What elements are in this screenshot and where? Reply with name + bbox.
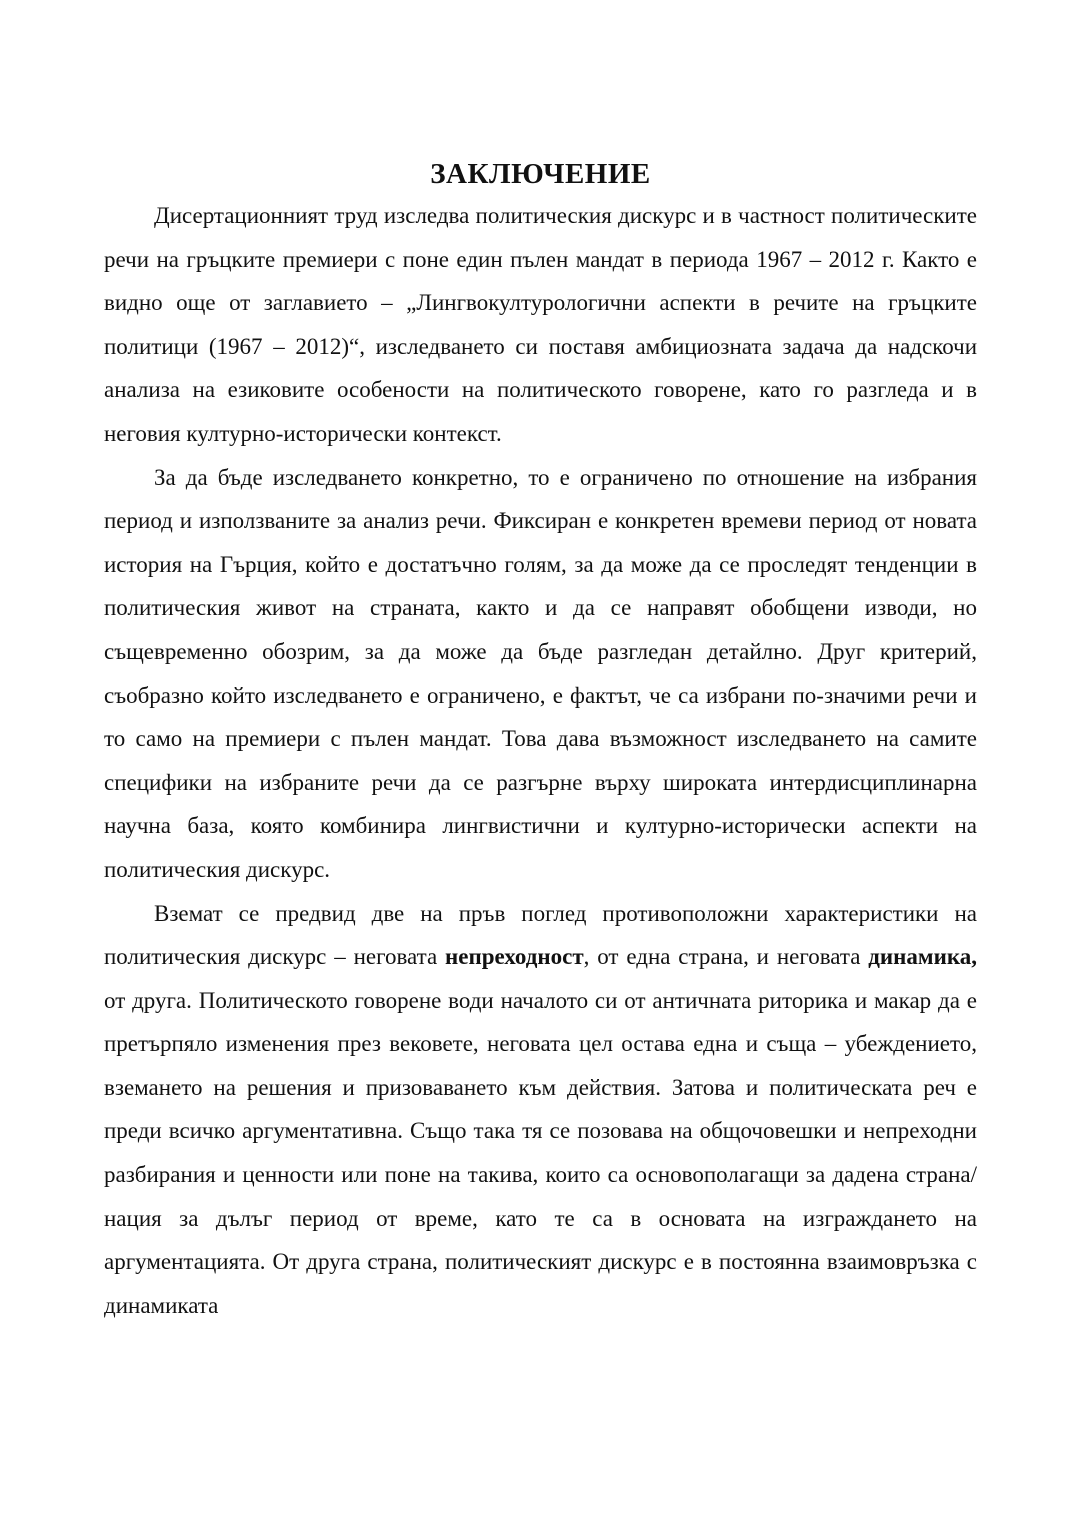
emphasis-dinamika: динамика, [868,944,977,970]
paragraph-3-text-c: от друга. Политическото говорене води началото си от античната риторика и макар да е претърпяло изменения през вековете, неговата цел остава една и съща – убеждението, вземането на решения и призоваването към действия. Затова и политическата реч е преди всичко аргументативна. Също така тя се позовава на общочовешки и непреходни разбирания и ценности или поне на такива, които са основополагащи за дадена страна/нация за дълъг период от време, като те са в основата на изграждането на аргументацията. От друга страна, политическият дискурс е в постоянна взаимовръзка с динамиката [104,987,977,1318]
emphasis-nepreh: непреходност [445,944,584,970]
paragraph-1: Дисертационният труд изследва политическия дискурс и в частност политическите речи на гръцките премиери с поне един пълен мандат в периода 1967 – 2012 г. Както е видно още от заглавието – „Лингвокултурологични аспекти в речите на гръцките политици (1967 – 2012)“, изследването си поставя амбициозната задача да надскочи анализа на езиковите особености на политическото говорене, като го разгледа и в неговия културно-исторически контекст. [104,203,977,446]
paragraph-3-text-a: Вземат се предвид две на пръв поглед противоположни характеристики на политическия дискурс – неговата [104,900,977,970]
page-title: ЗАКЛЮЧЕНИЕ [430,158,651,190]
document-page [104,150,977,1327]
paragraph-3-text-b: , от една страна, и неговата [583,944,869,970]
paragraph-2: За да бъде изследването конкретно, то е ограничено по отношение на избрания период и използваните за анализ речи. Фиксиран е конкретен времеви период от новата история на Гърция, който е достатъчно голям, за да може да се проследят тенденции в политическия живот на страната, както и да се направят обобщени изводи, но същевременно обозрим, за да може да бъде разгледан детайлно. Друг критерий, съобразно който изследването е ограничено, е фактът, че са избрани по-значими речи и то само на премиери с пълен мандат. Това дава възможност изследването на самите специфики на избраните речи да се разгърне върху широката интердисциплинарна научна база, която комбинира лингвистични и културно-исторически аспекти на политическия дискурс. [104,464,977,882]
paragraph-3 [104,892,977,1328]
